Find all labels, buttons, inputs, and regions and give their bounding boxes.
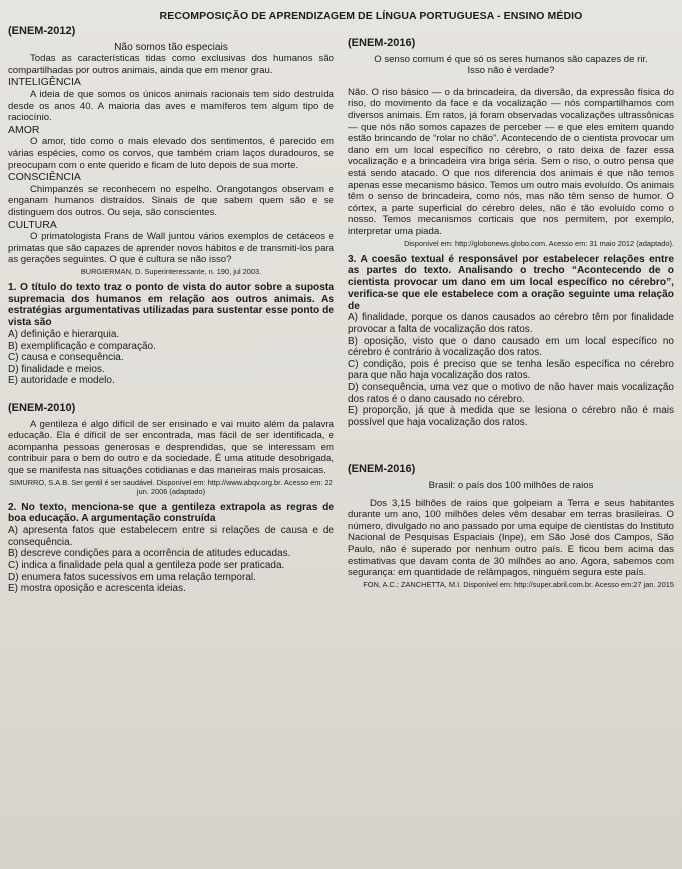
section-body-cultura: O primatologista Frans de Wall juntou vários exemplos de cetáceos e primatas que são capazes de aprender novos hábitos e de transmiti-los para as gerações seguintes. O que é cultura se não isso?: [8, 231, 334, 266]
question-2-option-c[interactable]: C) indica a finalidade pela qual a gentileza pode ser praticada.: [8, 559, 285, 571]
question-2-option-a[interactable]: A) apresenta fatos que estabelecem entre si relações de causa e de consequência.: [8, 525, 334, 548]
text-body-2016a: Não. O riso básico — o da brincadeira, da diversão, da expressão física do riso, do movimento da face e da vocalização — nós compartilhamos com diversos animais. Em ratos, já foram observadas vocalizações ultrassônicas — que nós não somos capazes de perceber — e que eles emitem quando estão brincando de “rolar no chão”. Acontecendo de o cientista provocar um dano em um local específico no cérebro, o rato deixa de fazer essa vocalização e a brincadeira vira briga séria. Sem o riso, o outro pensa que está sendo atacado. O que nos diferencia dos animais é que não temos apenas esse mecanismo básico. Temos um outro mais evoluído. Os animais têm o senso de brincadeira, como nós, mas não têm senso de humor. O córtex, a parte superficial do cérebro deles, não é tão evoluído como o nosso. Temos mecanismos corticais que nos permitem, por exemplo, interpretar uma piada.: [348, 86, 674, 237]
exam-tag-2012: (ENEM-2012): [8, 25, 76, 37]
right-column: [348, 24, 674, 595]
question-3-option-e[interactable]: E) proporção, já que à medida que se lesiona o cérebro não é mais possível que haja vocalização dos ratos.: [348, 405, 674, 428]
question-3-option-c[interactable]: C) condição, pois é preciso que se tenha lesão específica no cérebro para que não haja vocalização dos ratos.: [348, 358, 674, 382]
question-3: 3. A coesão textual é responsável por estabelecer relações entre as partes do texto. Analisando o trecho “Acontecendo de o cientista provocar um dano em um local específico no cérebro”, verifica-se que ele estabelece com a oração seguinte uma relação de: [348, 253, 674, 312]
text-body-2016b: Dos 3,15 bilhões de raios que golpeiam a Terra e seus habitantes durante um ano, 100 milhões deles vêm desabar em terras brasileiras. O número, divulgado no ano passado por uma equipe de cientistas do Instituto Nacional de Pesquisas Espaciais (Inpe), em São José dos Campos, São Paulo, não é superado por nenhum outro país. E ficou bem acima das estimativas que davam conta de 30 milhões ao ano. Agora, sabemos com segurança: em quantidade de relâmpagos, ninguém segura este país.: [348, 497, 674, 579]
section-heading-amor: AMOR: [8, 123, 40, 136]
exam-tag-2016a: (ENEM-2016): [348, 37, 416, 49]
source-2016b: FON, A.C.; ZANCHETTA, M.I. Disponível em: http://super.abril.com.br. Acesso em:27 jan. 2015: [363, 579, 674, 589]
question-3-option-a[interactable]: A) finalidade, porque os danos causados ao cérebro têm por finalidade provocar a falta de vocalização dos ratos.: [348, 312, 674, 336]
text-title-2012: Não somos tão especiais: [114, 41, 228, 53]
question-1-option-d[interactable]: D) finalidade e meios.: [8, 363, 105, 375]
section-heading-cultura: CULTURA: [8, 218, 57, 231]
text-title-2016b: Brasil: o país dos 100 milhões de raios: [428, 480, 594, 492]
question-2-option-d[interactable]: D) enumera fatos sucessivos em uma relação temporal.: [8, 571, 256, 583]
section-body-consciencia: Chimpanzés se reconhecem no espelho. Orangotangos observam e enganam humanos distraídos. Sinais de que sabem quem são e se distinguem dos outros. Ou seja, são conscientes.: [8, 183, 334, 218]
exam-tag-2010: (ENEM-2010): [8, 402, 76, 415]
text-2010: A gentileza é algo difícil de ser ensinado e vai muito além da palavra educação. Ela é difícil de ser encontrada, mas fácil de ser identificada, e acompanha pessoas generosas e desprendidas, que se interessam em contribuir para o bem do outro e da sociedade. É uma atitude desobrigada, que se manifesta nas situações cotidianas e das maneiras mais prosaicas.: [8, 418, 334, 476]
question-1: 1. O título do texto traz o ponto de vista do autor sobre a suposta supremacia dos humanos em relação aos outros animais. As estratégias argumentativas utilizadas para sustentar esse ponto de vista são: [8, 281, 334, 329]
question-1-option-a[interactable]: A) definição e hierarquia.: [8, 329, 120, 341]
left-column: [8, 24, 334, 595]
question-1-option-b[interactable]: B) exemplificação e comparação.: [8, 340, 156, 352]
section-heading-consciencia: CONSCIÊNCIA: [8, 171, 81, 184]
source-2010: SIMURRO, S.A.B. Ser gentil é ser saudável. Disponível em: http://www.abqv.org.br. Acesso em: 22 jun. 2006 (adaptado): [9, 477, 333, 496]
source-2012: BURGIERMAN, D. Superinteressante, n. 190, jul 2003.: [80, 266, 262, 276]
question-3-option-b[interactable]: B) oposição, visto que o dano causado em um local específico no cérebro é contrário à vocalização dos ratos.: [348, 335, 674, 359]
question-2-option-b[interactable]: B) descreve condições para a ocorrência de atitudes educadas.: [8, 548, 291, 560]
question-1-option-c[interactable]: C) causa e consequência.: [8, 352, 124, 364]
exam-tag-2016b: (ENEM-2016): [348, 463, 416, 476]
question-2: 2. No texto, menciona-se que a gentileza extrapola as regras de boa educação. A argumentação construída: [8, 501, 334, 525]
section-body-inteligencia: A ideia de que somos os únicos animais racionais tem sido destruída desde os anos 40. A maioria das aves e mamíferos tem algum tipo de raciocínio.: [8, 88, 334, 124]
section-heading-inteligencia: INTELIGÊNCIA: [8, 76, 81, 89]
text-intro: Todas as características tidas como exclusivas dos humanos são compartilhadas por outros animais, ainda que em menor grau.: [8, 53, 334, 76]
text-lead-2016a: O senso comum é que só os seres humanos são capazes de rir. Isso não é verdade?: [374, 53, 648, 77]
question-1-option-e[interactable]: E) autoridade e modelo.: [8, 375, 115, 387]
source-2016a: Disponível em: http://globonews.globo.com. Acesso em: 31 maio 2012 (adaptado).: [404, 238, 674, 248]
question-2-option-e[interactable]: E) mostra oposição e acrescenta ideias.: [8, 583, 186, 595]
page-header: RECOMPOSIÇÃO DE APRENDIZAGEM DE LÍNGUA PORTUGUESA - ENSINO MÉDIO: [159, 10, 583, 22]
question-3-option-d[interactable]: D) consequência, uma vez que o motivo de não haver mais vocalização dos ratos é o dano causado no cérebro.: [348, 382, 674, 405]
section-body-amor: O amor, tido como o mais elevado dos sentimentos, é parecido em várias espécies, como os corvos, que também criam laços duradouros, se preocupam com o ente querido e ficam de luto depois de sua morte.: [8, 136, 334, 171]
